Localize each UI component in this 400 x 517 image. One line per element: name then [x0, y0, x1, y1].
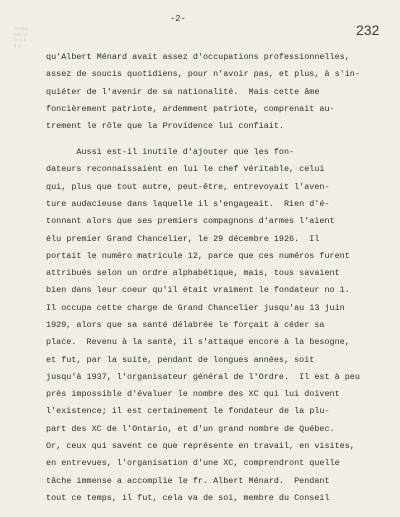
text-line: élu premier Grand Chancelier, le 29 décembre 1926. Il	[46, 234, 320, 244]
text-line: l'existence; il est certainement le fondateur de la plu-	[46, 406, 330, 416]
text-line: place. Revenu à la santé, il s'attaque encore à la besogne,	[46, 337, 350, 347]
text-line: qui, plus que tout autre, peut-être, entrevoyait l'aven-	[46, 182, 330, 192]
text-line: et fut, par la suite, pendant de longues années, soit	[46, 355, 315, 365]
folio-number: 232	[356, 22, 380, 38]
text-line: quiéter de l'avenir de sa nationalité. Mais cette âme	[46, 87, 320, 97]
text-line: tout ce temps, il fut, cela va de soi, membre du Conseil	[46, 493, 330, 503]
text-line: jusqu'à 1937, l'organisateur général de l'Ordre. Il est à peu	[46, 372, 360, 382]
text-line: Il occupa cette charge de Grand Chancelier jusqu'au 13 juin	[46, 303, 345, 313]
text-line: dateurs reconnaissaient en lui le chef véritable, celui	[46, 164, 325, 174]
stamp-line: MG 21	[14, 31, 30, 37]
text-line: attribués selon un ordre alphabétique, mais, tous savaient	[46, 268, 340, 278]
text-line: en entrevues, l'organisation d'une XC, comprendront quelle	[46, 458, 340, 468]
text-line: part des XC de l'Ontario, et d'un grand nombre de Québec.	[46, 424, 335, 434]
page-number: -2-	[170, 14, 186, 24]
text-line: foncièrement patriote, ardemment patriote, comprenait au-	[46, 104, 335, 114]
text-line: qu'Albert Ménard avait assez d'occupations professionnelles,	[46, 52, 350, 62]
stamp-line: 1 1	[14, 42, 22, 48]
text-line: portait le numéro matricule 12, parce que ces numéros furent	[46, 251, 350, 261]
text-line: assez de soucis quotidiens, pour n'avoir pas, et plus, à s'in-	[46, 69, 360, 79]
text-line: Or, ceux qui savent ce que représente en travail, en visites,	[46, 441, 355, 451]
text-line: près impossible d'évaluer le nombre des XC qui lui doivent	[46, 389, 340, 399]
text-line: tâche immense a accomplie le fr. Albert Ménard. Pendant	[46, 476, 330, 486]
text-line: ture audacieuse dans laquelle il s'engageait. Rien d'é-	[46, 199, 330, 209]
text-line: tonnant alors que ses premiers compagnons d'armes l'aient	[46, 216, 335, 226]
text-line: Aussi est-il inutile d'ajouter que les fon-	[46, 147, 295, 157]
stamp-line: CAOA	[14, 26, 28, 31]
text-line: bien dans leur coeur qu'il était vraiment le fondateur no 1.	[46, 285, 350, 295]
archive-stamp	[14, 26, 48, 48]
text-line: 1929, alors que sa santé délabrée le forçait à céder sa	[46, 320, 325, 330]
text-line: trement le rôle que la Providence lui confiait.	[46, 121, 284, 131]
stamp-line: C 1 1	[14, 37, 27, 42]
